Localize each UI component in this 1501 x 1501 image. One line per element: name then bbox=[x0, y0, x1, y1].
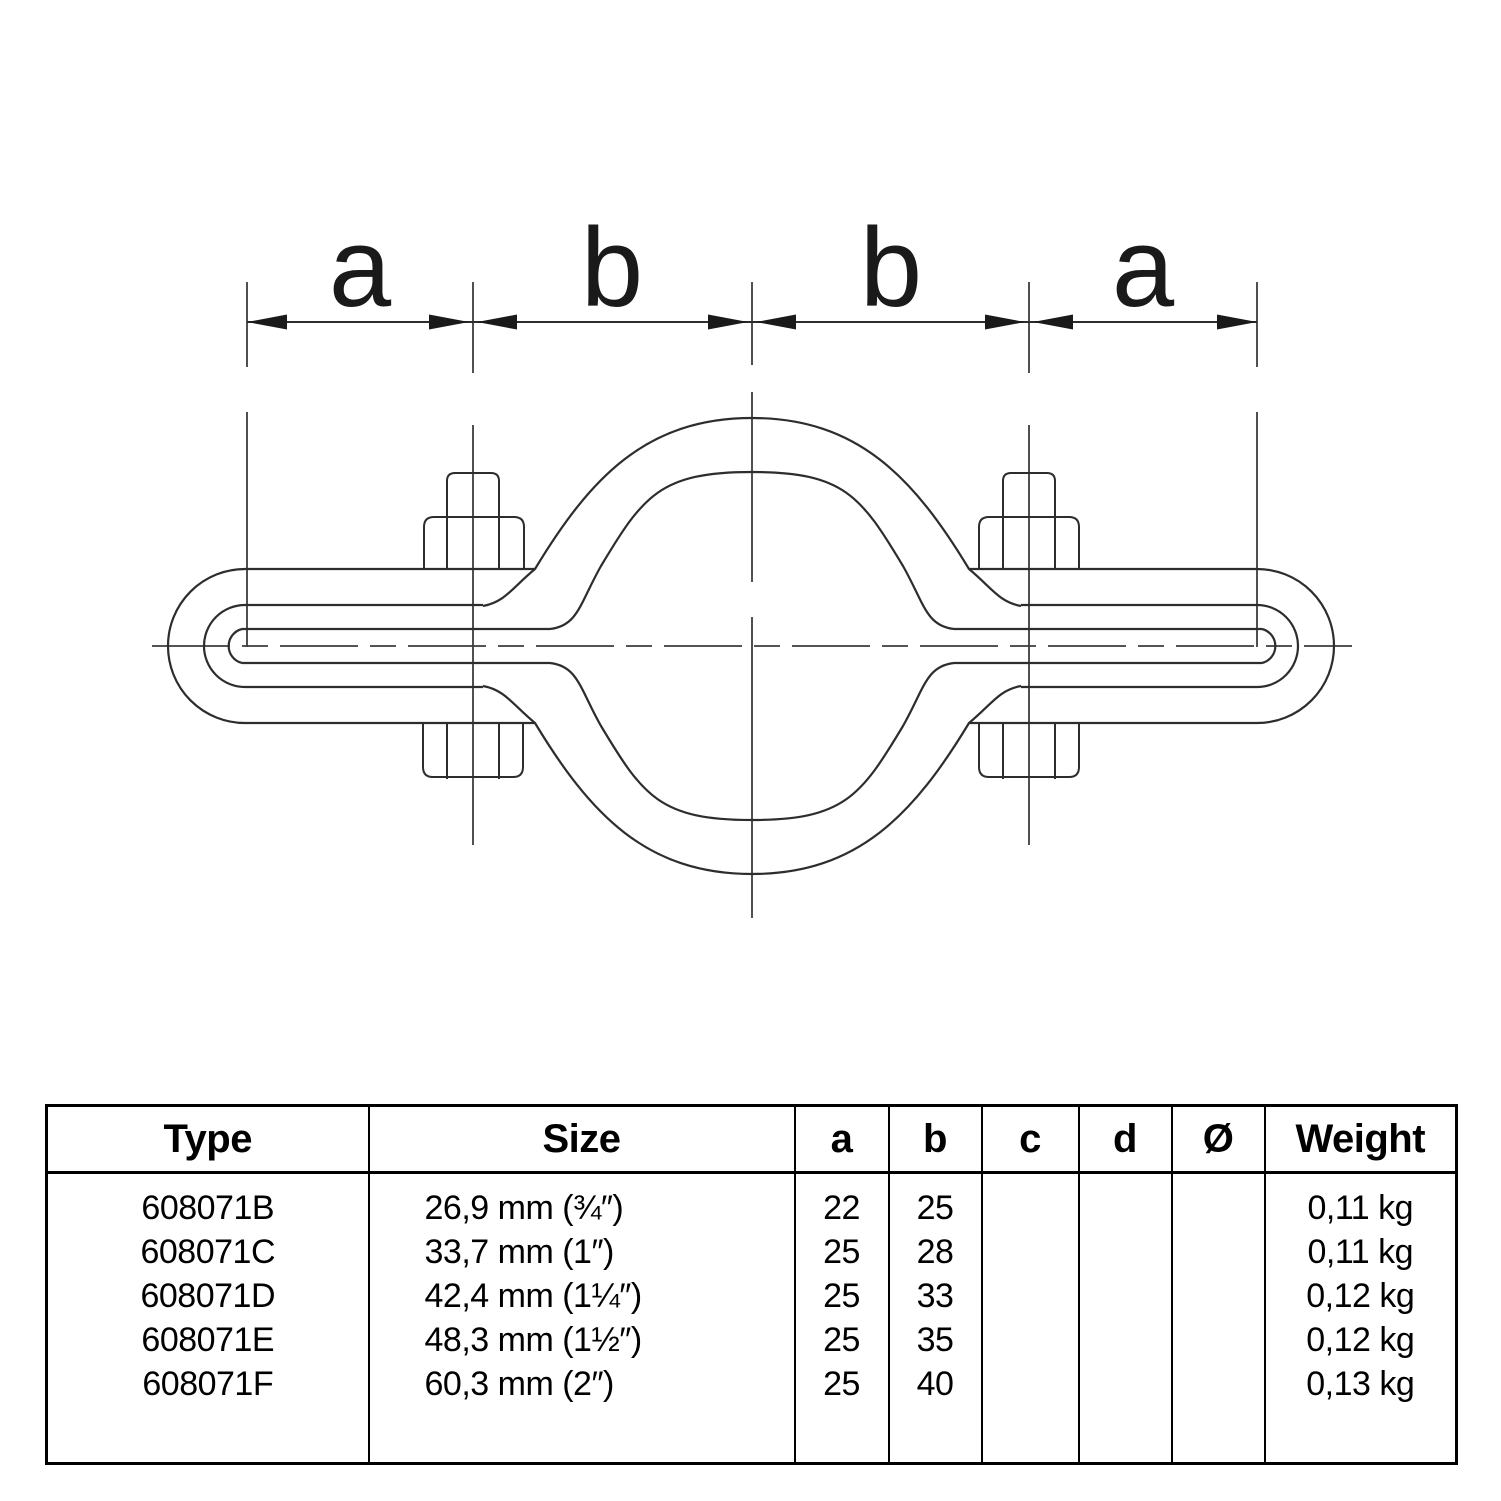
table-cell bbox=[1172, 1318, 1265, 1362]
table-cell bbox=[1079, 1318, 1172, 1362]
spec-table-body bbox=[47, 1173, 1457, 1407]
dim-label-a-left: a bbox=[328, 205, 392, 330]
col-header-c: c bbox=[982, 1106, 1079, 1173]
table-cell bbox=[982, 1230, 1079, 1274]
table-cell: 26,9 mm (¾″) bbox=[369, 1173, 795, 1231]
table-cell: 33 bbox=[889, 1274, 982, 1318]
table-cell: 0,13 kg bbox=[1265, 1362, 1457, 1406]
table-cell: 0,12 kg bbox=[1265, 1274, 1457, 1318]
table-cell: 608071B bbox=[47, 1173, 369, 1231]
dim-label-b-right: b bbox=[859, 205, 923, 330]
left-bolt-upper-nut bbox=[424, 517, 524, 569]
table-cell bbox=[1079, 1362, 1172, 1406]
table-cell: 25 bbox=[795, 1274, 889, 1318]
table-cell bbox=[1172, 1173, 1265, 1231]
table-cell: 40 bbox=[889, 1362, 982, 1406]
table-cell bbox=[1172, 1274, 1265, 1318]
table-cell: 42,4 mm (1¼″) bbox=[369, 1274, 795, 1318]
table-cell bbox=[1079, 1230, 1172, 1274]
table-row bbox=[47, 1274, 1457, 1318]
table-cell bbox=[1172, 1362, 1265, 1406]
col-header-weight: Weight bbox=[1265, 1106, 1457, 1173]
table-cell: 60,3 mm (2″) bbox=[369, 1362, 795, 1406]
col-header-a: a bbox=[795, 1106, 889, 1173]
table-cell: 48,3 mm (1½″) bbox=[369, 1318, 795, 1362]
table-cell: 608071E bbox=[47, 1318, 369, 1362]
dim-label-a-right: a bbox=[1111, 205, 1175, 330]
table-cell: 25 bbox=[795, 1230, 889, 1274]
col-header-size: Size bbox=[369, 1106, 795, 1173]
table-cell bbox=[1079, 1274, 1172, 1318]
table-cell bbox=[1079, 1173, 1172, 1231]
table-cell: 608071C bbox=[47, 1230, 369, 1274]
table-cell: 33,7 mm (1″) bbox=[369, 1230, 795, 1274]
table-cell bbox=[982, 1318, 1079, 1362]
table-cell: 25 bbox=[889, 1173, 982, 1231]
table-cell: 22 bbox=[795, 1173, 889, 1231]
col-header-diameter: Ø bbox=[1172, 1106, 1265, 1173]
centerlines bbox=[152, 282, 1352, 918]
table-row bbox=[47, 1362, 1457, 1406]
table-cell: 0,12 kg bbox=[1265, 1318, 1457, 1362]
table-cell: 0,11 kg bbox=[1265, 1173, 1457, 1231]
table-cell: 608071F bbox=[47, 1362, 369, 1406]
col-header-b: b bbox=[889, 1106, 982, 1173]
spec-table bbox=[45, 1104, 1458, 1465]
table-cell bbox=[982, 1362, 1079, 1406]
table-row bbox=[47, 1173, 1457, 1231]
table-cell: 28 bbox=[889, 1230, 982, 1274]
dim-label-b-left: b bbox=[580, 205, 644, 330]
table-row bbox=[47, 1318, 1457, 1362]
table-row bbox=[47, 1230, 1457, 1274]
table-filler-row bbox=[47, 1406, 1457, 1464]
spec-table-header bbox=[47, 1106, 1457, 1173]
col-header-type: Type bbox=[47, 1106, 369, 1173]
left-slot-cap bbox=[229, 629, 242, 663]
table-cell: 0,11 kg bbox=[1265, 1230, 1457, 1274]
table-cell: 35 bbox=[889, 1318, 982, 1362]
table-cell: 25 bbox=[795, 1318, 889, 1362]
col-header-d: d bbox=[1079, 1106, 1172, 1173]
table-cell: 25 bbox=[795, 1362, 889, 1406]
table-cell bbox=[982, 1274, 1079, 1318]
table-cell bbox=[982, 1173, 1079, 1231]
table-cell bbox=[1172, 1230, 1265, 1274]
table-cell: 608071D bbox=[47, 1274, 369, 1318]
